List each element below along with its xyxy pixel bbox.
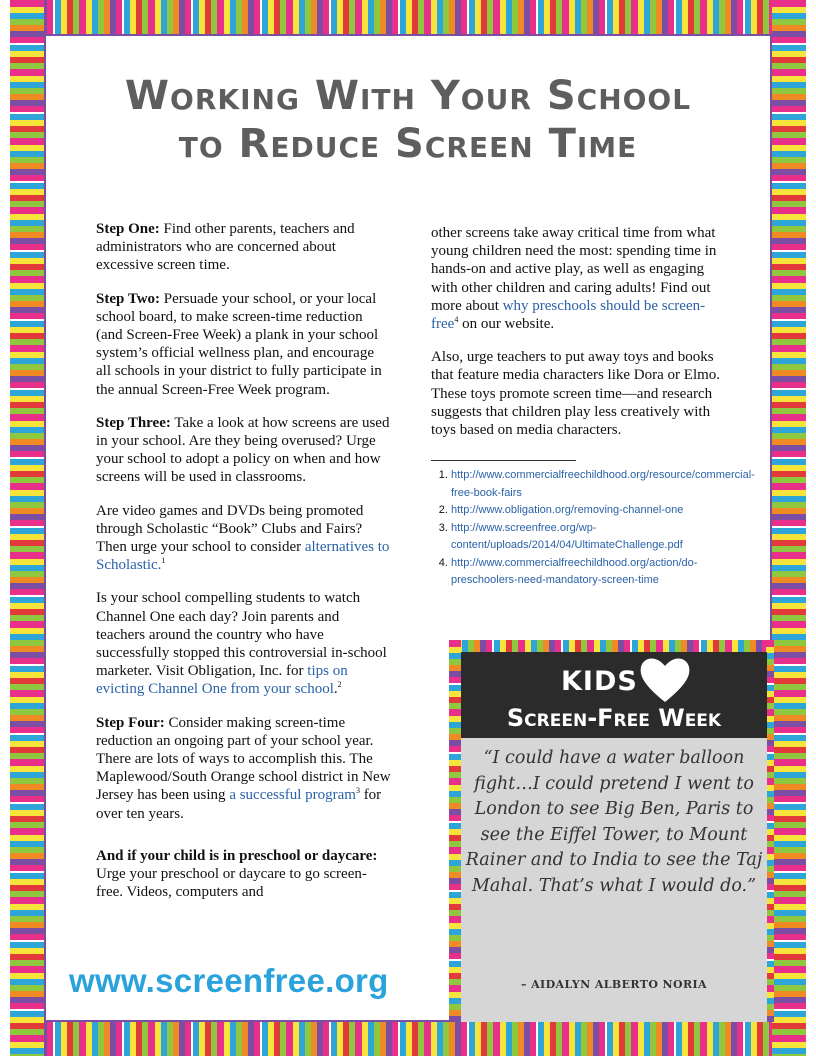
step-one-text: Find other parents, teachers and administrators who are concerned about excessive screen time. xyxy=(96,221,355,274)
footnotes-divider xyxy=(431,460,576,461)
title-line-2: to Reduce Screen Time xyxy=(178,121,638,167)
step-four-end: for over ten years. xyxy=(96,787,382,822)
footnote-ref-2: 2 xyxy=(337,680,342,690)
footnote-url-1[interactable]: http://www.commercialfreechildhood.org/resource/commercial-free-book-fairs xyxy=(451,469,755,499)
left-stripe-border xyxy=(10,0,44,1056)
footnote-3 xyxy=(451,520,726,555)
preschool-paragraph xyxy=(96,847,391,902)
step-four-label: Step Four: xyxy=(96,714,165,731)
footnote-ref-3: 3 xyxy=(355,786,360,796)
step-three-paragraph xyxy=(96,414,391,487)
footnote-ref-1: 1 xyxy=(161,556,166,566)
channel-one-tips-link[interactable]: tips on evicting Channel One from your school xyxy=(96,663,348,698)
kids-word: KIDS xyxy=(561,666,638,697)
step-four-text: Consider making screen-time reduction an ongoing part of your school year. There are lots of ways to accomplish this. The Maplewood/South Orange school district in New Jersey has been using xyxy=(96,714,391,804)
toys-paragraph: Also, urge teachers to put away toys and books that feature media characters like Dora or Elmo. These toys promote screen time—and research suggests that children play less creatively with toys based on media characters. xyxy=(431,349,721,439)
preschool-continued-text: other screens take away critical time from what young children need the most: spending time in hands-on and active play, as well as engaging with other children and caring adults! Find out more about xyxy=(431,225,717,314)
footnote-url-2[interactable]: http://www.obligation.org/removing-channel-one xyxy=(451,504,684,517)
heart-icon xyxy=(637,654,693,704)
title-line-1: Working With Your School xyxy=(124,73,692,119)
top-stripe-border xyxy=(10,0,806,34)
footnote-1 xyxy=(451,467,755,502)
step-one-label: Step One: xyxy=(96,221,160,237)
step-three-text: Take a look at how screens are used in your school. Are they being overused? Urge your school to adopt a policy on when and how screens will be used in classrooms. xyxy=(96,414,390,486)
preschool-label: And if your child is in preschool or daycare: xyxy=(96,847,378,864)
step-three-label: Step Three: xyxy=(96,414,171,431)
step-one-paragraph xyxy=(96,220,391,275)
step-two-text: Persuade your school, or your local school board, to make screen-time reduction (and Screen-Free Week) a plank in your school system’s official wellness plan, and encourage all schools in your district to fully participate in the annual Screen-Free Week program. xyxy=(96,290,382,398)
right-stripe-border xyxy=(772,0,806,1056)
scholastic-alternatives-link[interactable]: alternatives to Scholastic. xyxy=(96,539,390,574)
channel-one-text: Is your school compelling students to watch Channel One each day? Join parents and teachers around the country who have successfully stopped this controversial in-school marketer. Visit Obligation, Inc. for xyxy=(96,590,387,680)
preschools-screen-free-link[interactable]: why preschools should be screen-free xyxy=(431,297,706,333)
footnote-url-4[interactable]: http://www.commercialfreechildhood.org/action/do-preschoolers-need-mandatory-screen-time xyxy=(451,556,698,587)
kids-box-right-stripe xyxy=(766,640,774,1022)
website-url[interactable]: www.screenfree.org xyxy=(69,962,389,999)
step-two-label: Step Two: xyxy=(96,290,161,307)
footnote-4 xyxy=(451,555,726,590)
scholastic-text: Are video games and DVDs being promoted through Scholastic “Book” Clubs and Fairs? Then urge your school to consider xyxy=(96,502,364,556)
right-column xyxy=(431,224,755,590)
quote-panel xyxy=(461,738,767,1022)
left-column xyxy=(96,220,391,917)
preschool-continued-end: on our website. xyxy=(458,316,555,333)
kids-header xyxy=(461,652,767,738)
step-two-paragraph xyxy=(96,290,391,399)
quote-attribution: – AIDALYN ALBERTO NORIA xyxy=(520,978,707,991)
channel-one-paragraph xyxy=(96,589,391,698)
successful-program-link[interactable]: a successful program xyxy=(229,787,356,804)
kids-box-left-stripe xyxy=(449,640,461,1022)
preschool-continued-paragraph xyxy=(431,224,726,333)
footnote-2 xyxy=(451,502,726,520)
child-quote: “I could have a water balloon fight…I could pretend I went to London to see Big Ben, Paris to see the Eiffel Tower, to Mount Rainer and to India to see the Taj Mahal. That’s what I would do.” xyxy=(465,748,763,896)
kids-box-top-stripe xyxy=(449,640,774,652)
footnote-url-3[interactable]: http://www.screenfree.org/wp-content/uploads/2014/04/UltimateChallenge.pdf xyxy=(451,521,683,552)
preschool-text: Urge your preschool or daycare to go screen-free. Videos, computers and xyxy=(96,866,367,901)
channel-one-end: . xyxy=(333,681,338,698)
bottom-stripe-border xyxy=(10,1022,806,1056)
step-four-paragraph xyxy=(96,714,391,823)
kids-screen-free-week-box xyxy=(449,640,774,1022)
screen-free-week-subtitle: Screen-Free Week xyxy=(506,704,722,732)
page-title xyxy=(44,72,772,168)
footnote-ref-4: 4 xyxy=(454,315,459,325)
scholastic-paragraph xyxy=(96,502,391,575)
footnotes-list xyxy=(431,467,755,590)
